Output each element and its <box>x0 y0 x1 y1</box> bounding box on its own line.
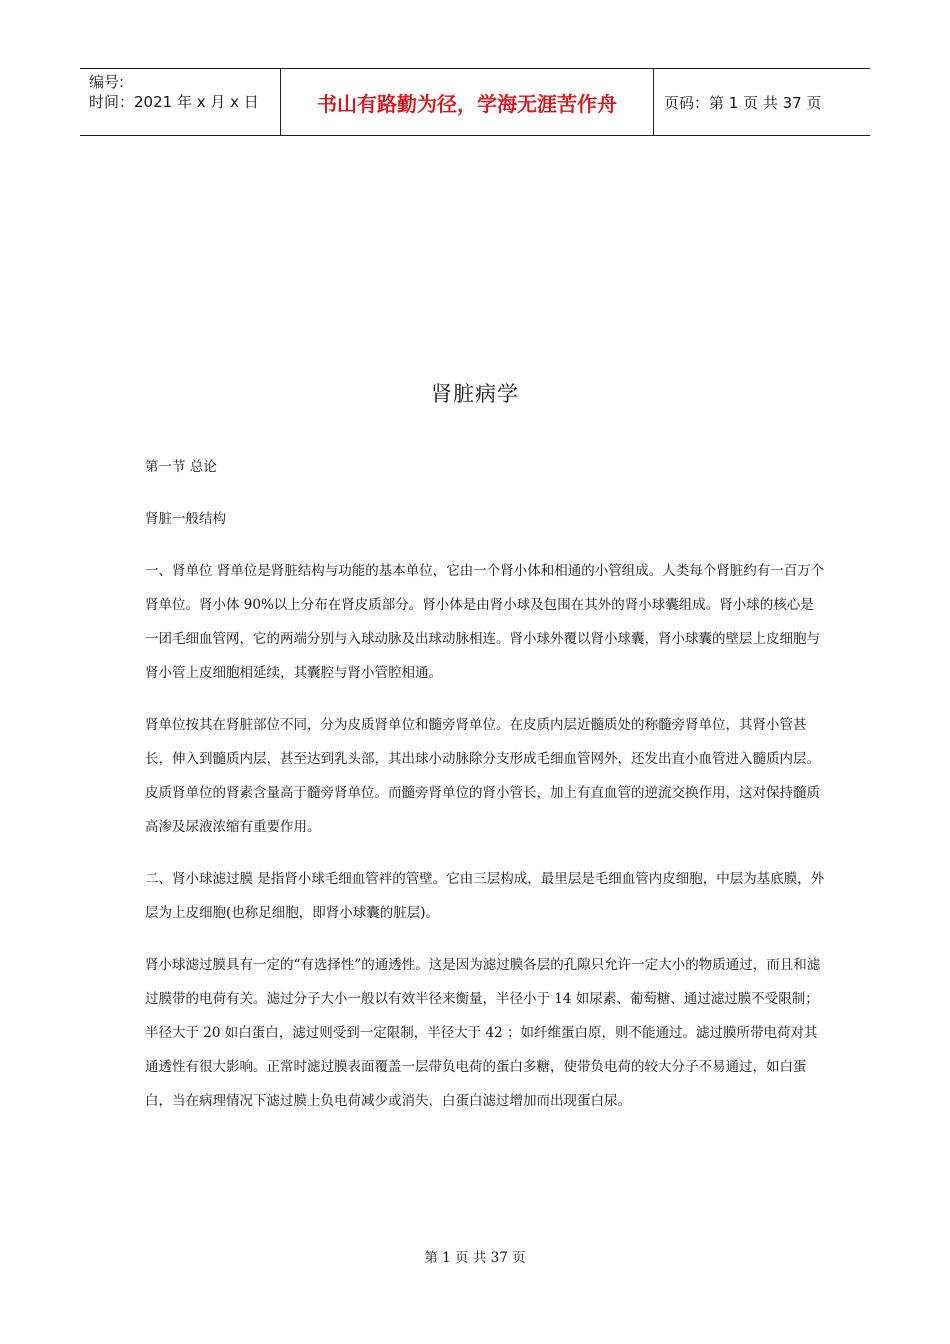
document-time-label: 时间：2021 年 x 月 x 日 <box>89 93 259 111</box>
paragraph: 一、肾单位 肾单位是肾脏结构与功能的基本单位，它由一个肾小体和相通的小管组成。人类每个肾脏约有一百万个肾单位。肾小体 90%以上分布在肾皮质部分。肾小体是由肾小球及包围在其外的肾小球囊组成。肾小球的核心是一团毛细血管网，它的两端分别与入球动脉及出球动脉相连。肾小球外覆以肾小球囊，肾小球囊的壁层上皮细胞与肾小管上皮细胞相延续，其囊腔与肾小管腔相通。 <box>145 563 825 681</box>
document-header <box>80 68 870 136</box>
paragraph: 肾单位按其在肾脏部位不同，分为皮质肾单位和髓旁肾单位。在皮质内层近髓质处的称髓旁肾单位，其肾小管甚长，伸入到髓质内层，甚至达到乳头部，其出球小动脉除分支形成毛细血管网外，还发出直小血管进入髓质内层。皮质肾单位的肾素含量高于髓旁肾单位。而髓旁肾单位的肾小管长，加上有直血管的逆流交换作用，这对保持髓质高渗及尿液浓缩有重要作用。 <box>145 717 820 835</box>
document-number-label: 编号: <box>89 73 125 91</box>
header-motto: 书山有路勤为径，学海无涯苦作舟 <box>281 69 654 135</box>
paragraph: 二、肾小球滤过膜 是指肾小球毛细血管袢的管壁。它由三层构成，最里层是毛细血管内皮细胞，中层为基底膜，外层为上皮细胞(也称足细胞，即肾小球囊的脏层)。 <box>145 871 825 921</box>
subsection-heading: 肾脏一般结构 <box>145 511 226 527</box>
section-heading: 第一节 总论 <box>145 459 217 475</box>
header-meta <box>80 69 281 135</box>
paragraph: 肾小球滤过膜具有一定的“有选择性”的通透性。这是因为滤过膜各层的孔隙只允许一定大小的物质通过，而且和滤过膜带的电荷有关。滤过分子大小一般以有效半径来衡量，半径小于 14 如尿素、葡萄糖、通过滤过膜不受限制；半径大于 20 如白蛋白，滤过则受到一定限制，半径大于 42 ；如纤维蛋白原，则不能通过。滤过膜所带电荷对其通透性有很大影响。正常时滤过膜表面覆盖一层带负电荷的蛋白多糖，使带负电荷的较大分子不易通过，如白蛋白，当在病理情况下滤过膜上负电荷减少或消失，白蛋白滤过增加而出现蛋白尿。 <box>145 957 821 1109</box>
document-body <box>145 450 825 1136</box>
header-page-info: 页码：第 1 页 共 37 页 <box>664 93 822 112</box>
document-title: 肾脏病学 <box>431 382 519 406</box>
page-footer: 第 1 页 共 37 页 <box>424 1250 526 1266</box>
